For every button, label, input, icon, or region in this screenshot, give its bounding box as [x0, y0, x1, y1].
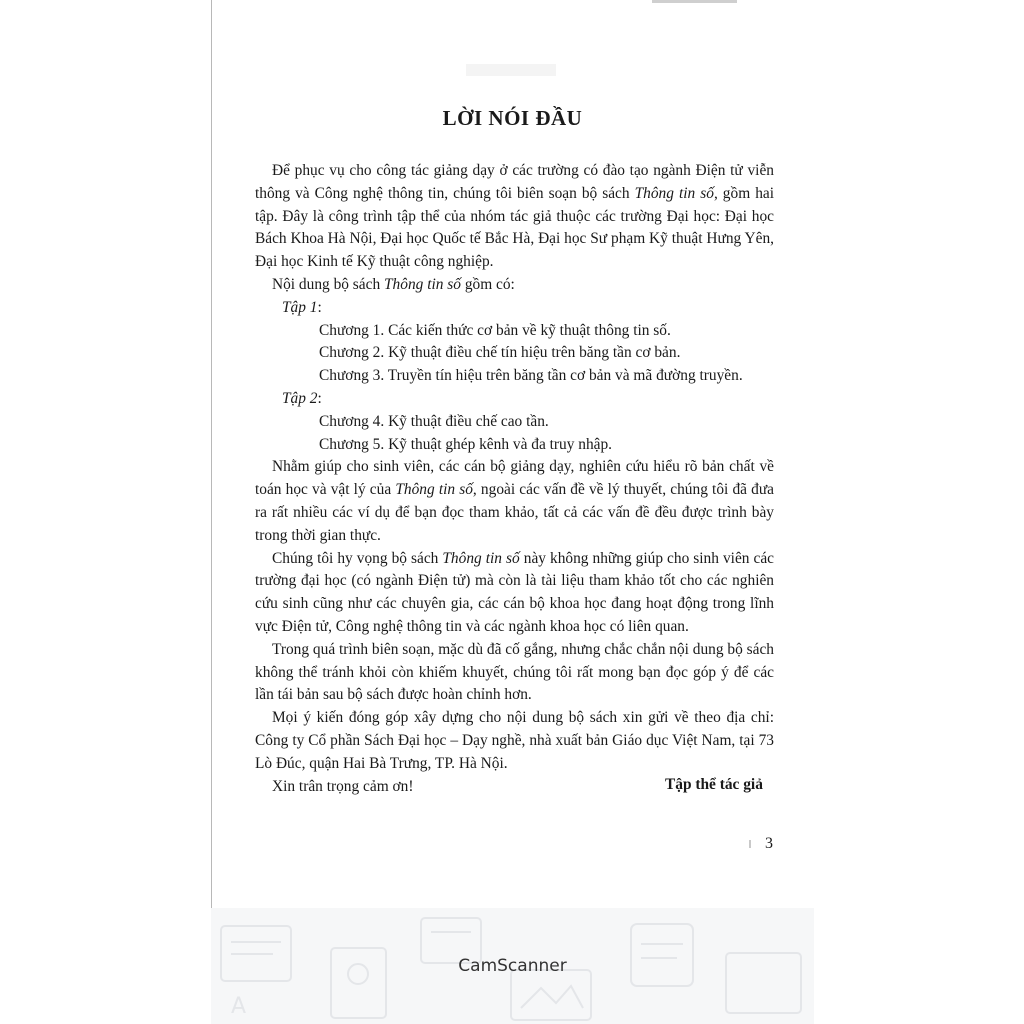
paragraph-feedback: Trong quá trình biên soạn, mặc dù đã cố gắng, nhưng chắc chắn nội dung bộ sách không thể tránh khỏi còn khiếm khuyết, chúng tôi rất mong bạn đọc góp ý để các lần tái bản sau bộ sách được hoàn chỉnh hơn. — [255, 640, 774, 704]
document-body — [255, 160, 774, 798]
scan-edge-mark — [652, 0, 737, 3]
paragraph-thanks: Xin trân trọng cảm ơn! — [272, 777, 414, 795]
book-title-emphasis: Thông tin số — [384, 275, 461, 293]
chapter-item: Chương 2. Kỹ thuật điều chế tín hiệu trên băng tần cơ bản. — [319, 344, 681, 362]
volume-2-heading: Tập 2: — [282, 389, 322, 407]
chapter-item: Chương 1. Các kiến thức cơ bản về kỹ thuật thông tin số. — [319, 321, 671, 339]
paragraph-contents: Nội dung bộ sách Thông tin số gồm có: — [272, 275, 515, 293]
book-title-emphasis: Thông tin số — [634, 184, 714, 202]
chapter-item: Chương 5. Kỹ thuật ghép kênh và đa truy nhập. — [319, 435, 613, 453]
book-title-emphasis: Thông tin số — [442, 549, 520, 567]
svg-text:A: A — [231, 994, 247, 1019]
author-signature: Tập thể tác giả — [665, 776, 763, 793]
page-number: 3 — [765, 835, 773, 852]
page-tick-mark — [749, 840, 751, 848]
bleed-through-mark — [466, 64, 556, 76]
camscanner-brand-text: CamScanner — [458, 956, 567, 976]
chapter-item: Chương 3. Truyền tín hiệu trên băng tần cơ bản và mã đường truyền. — [319, 367, 743, 385]
paragraph-address: Mọi ý kiến đóng góp xây dựng cho nội dung bộ sách xin gửi về theo địa chỉ: Công ty Cổ phần Sách Đại học – Dạy nghề, nhà xuất bản Giáo dục Việt Nam, tại 73 Lò Đúc, quận Hai Bà Trưng, TP. Hà Nội. — [255, 709, 774, 772]
volume-1-heading: Tập 1: — [282, 298, 322, 316]
chapter-item: Chương 4. Kỹ thuật điều chế cao tần. — [319, 412, 549, 430]
book-title-emphasis: Thông tin số — [395, 481, 473, 499]
scanner-watermark-footer — [211, 908, 814, 1024]
paragraph-intro: Để phục vụ cho công tác giảng dạy ở các trường có đào tạo ngành Điện tử viễn thông và Công nghệ thông tin, chúng tôi biên soạn bộ sách Thông tin số, gồm hai tập. Đây là công trình tập thể của nhóm tác giả thuộc các trường Đại học: Đại học Bách Khoa Hà Nội, Đại học Quốc tế Bắc Hà, Đại học Sư phạm Kỹ thuật Hưng Yên, Đại học Kinh tế Kỹ thuật công nghiệp. — [255, 162, 774, 271]
paragraph-hope: Chúng tôi hy vọng bộ sách Thông tin số này không những giúp cho sinh viên các trường đại học (có ngành Điện tử) mà còn là tài liệu tham khảo tốt cho các nghiên cứu sinh cũng như các chuyên gia, các cán bộ khoa học đang hoạt động trong lĩnh vực Điện tử, Công nghệ thông tin và các ngành khoa học có liên quan. — [255, 549, 774, 635]
paragraph-purpose: Nhằm giúp cho sinh viên, các cán bộ giảng dạy, nghiên cứu hiểu rõ bản chất về toán học và vật lý của Thông tin số, ngoài các vấn đề về lý thuyết, chúng tôi đã đưa ra rất nhiều các ví dụ để bạn đọc tham khảo, tất cả các vấn đề đều được trình bày trong thời gian thực. — [255, 458, 774, 544]
page-title: LỜI NÓI ĐẦU — [442, 106, 583, 130]
